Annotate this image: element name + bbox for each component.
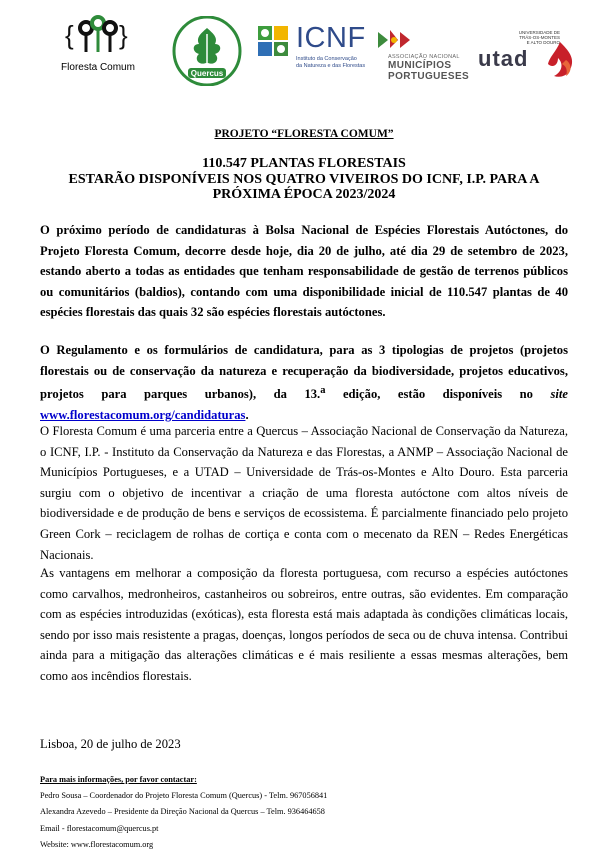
paragraph-candidaturas: O próximo período de candidaturas à Bolsa Nacional de Espécies Florestais Autóctones, do Projeto Floresta Comum, decorre desde hoje, dia 20 de julho, até dia 29 de setembro de 2023, estando aberto a todas as entidades que tenham responsabilidade de gestão de terrenos públicos ou comunitários (baldios), contando com uma disponibilidade inicial de 110.547 plantas de 40 espécies florestais das quais 32 são espécies florestais autóctones. [40,223,568,320]
title-line1: 110.547 PLANTAS FLORESTAIS [202,156,406,171]
paragraph-regulamento [40,340,568,426]
anmp-line2: PORTUGUESES [388,71,470,82]
floresta-comum-logo [58,14,138,73]
logo-bar [0,8,608,88]
tree-icon [65,14,131,60]
document-date: Lisboa, 20 de julho de 2023 [40,737,181,751]
edition-superscript: a [320,385,326,397]
title-line3: PRÓXIMA ÉPOCA 2023/2024 [212,187,396,202]
contact-website: Website: www.florestacomum.org [40,839,154,849]
icnf-subtitle-line1: Instituto da Conservação [296,56,357,62]
anmp-emblem-icon [374,28,414,54]
floresta-comum-label: Floresta Comum [61,62,135,73]
utad-flame-icon [540,38,580,82]
anmp-name [388,60,469,82]
contacts-header: Para mais informações, por favor contactar: [40,775,197,784]
contacts-block [40,772,327,853]
contact-email: Email - florestacomum@quercus.pt [40,823,159,833]
paragraph-parceria: O Floresta Comum é uma parceria entre a Quercus – Associação Nacional de Conservação da Natureza, o ICNF, I.P. - Instituto da Conservação da Natureza e das Florestas, a ANMP – Associação Nacional de Municípios Portugueses, e a UTAD – Universidade de Trás-os-Montes e Alto Douro. Esta parceria surgiu com o objetivo de incentivar a criação de uma floresta autóctone com altos níveis de biodiversidade e de produção de bens e serviços de ecossistema. É parcialmente financiado pelo projeto Green Cork – reciclagem de rolhas de cortiça e conta com o mecenato da REN – Redes Energéticas Nacionais. [40,424,568,562]
oak-leaf-icon [172,16,242,86]
icnf-subtitle-line2: da Natureza e das Florestas [296,63,366,69]
utad-small-line1: UNIVERSIDADE DE [518,30,560,35]
quercus-label: Quercus [190,69,224,78]
project-heading: PROJETO “FLORESTA COMUM” [214,128,394,140]
svg-text:}: } [119,20,128,50]
page-title [0,156,608,203]
contact-line: Pedro Sousa – Coordenador do Projeto Floresta Comum (Quercus) - Telm. 967056841 [40,791,328,801]
site-word: site [550,387,568,402]
regulamento-end: . [245,407,249,422]
contact-line: Alexandra Azevedo – Presidente da Direção Nacional da Quercus – Telm. 936464658 [40,807,325,817]
icnf-logo [256,24,374,69]
anmp-line1: MUNICÍPIOS [388,60,452,71]
paragraph-vantagens: As vantagens em melhorar a composição da floresta portuguesa, com recurso a espécies autóctones como carvalhos, medronheiros, castanheiros ou sobreiros, entre outras, são evidentes. Em comparação com as espécies introduzidas (exóticas), esta floresta está mais adaptada às condições climáticas locais, sendo por isso mais resistente a pragas, doenças, longos períodos de seca ou de chuva intensa. Contribui ainda para a mitigação das alterações climáticas e é mais resiliente a essas mesmas alterações, bem como aos incêndios florestais. [40,566,568,683]
utad-wordmark: utad [478,46,529,71]
icnf-subtitle [296,56,376,70]
title-line2: ESTARÃO DISPONÍVEIS NOS QUATRO VIVEIROS DO ICNF, I.P. PARA A [68,171,540,187]
icnf-wordmark: ICNF [296,22,366,54]
regulamento-text-2: edição, estão disponíveis no [325,387,551,402]
icnf-emblem-icon [256,24,292,64]
anmp-association-label: ASSOCIAÇÃO NACIONAL [388,54,460,60]
svg-text:{: { [65,20,74,50]
candidaturas-link[interactable]: www.florestacomum.org/candidaturas [40,407,246,422]
utad-small-line3: E ALTO DOURO [526,40,560,45]
anmp-logo [374,28,474,82]
regulamento-text: O Regulamento e os formulários de candidatura, para as 3 tipologias de projetos (projetos florestais ou de conservação da natureza e recuperação da biodiversidade, projetos educativos, projetos para parques urbanos), da 13. [40,343,568,402]
utad-small-line2: TRÁS-OS-MONTES [519,35,560,40]
quercus-logo [172,16,242,91]
